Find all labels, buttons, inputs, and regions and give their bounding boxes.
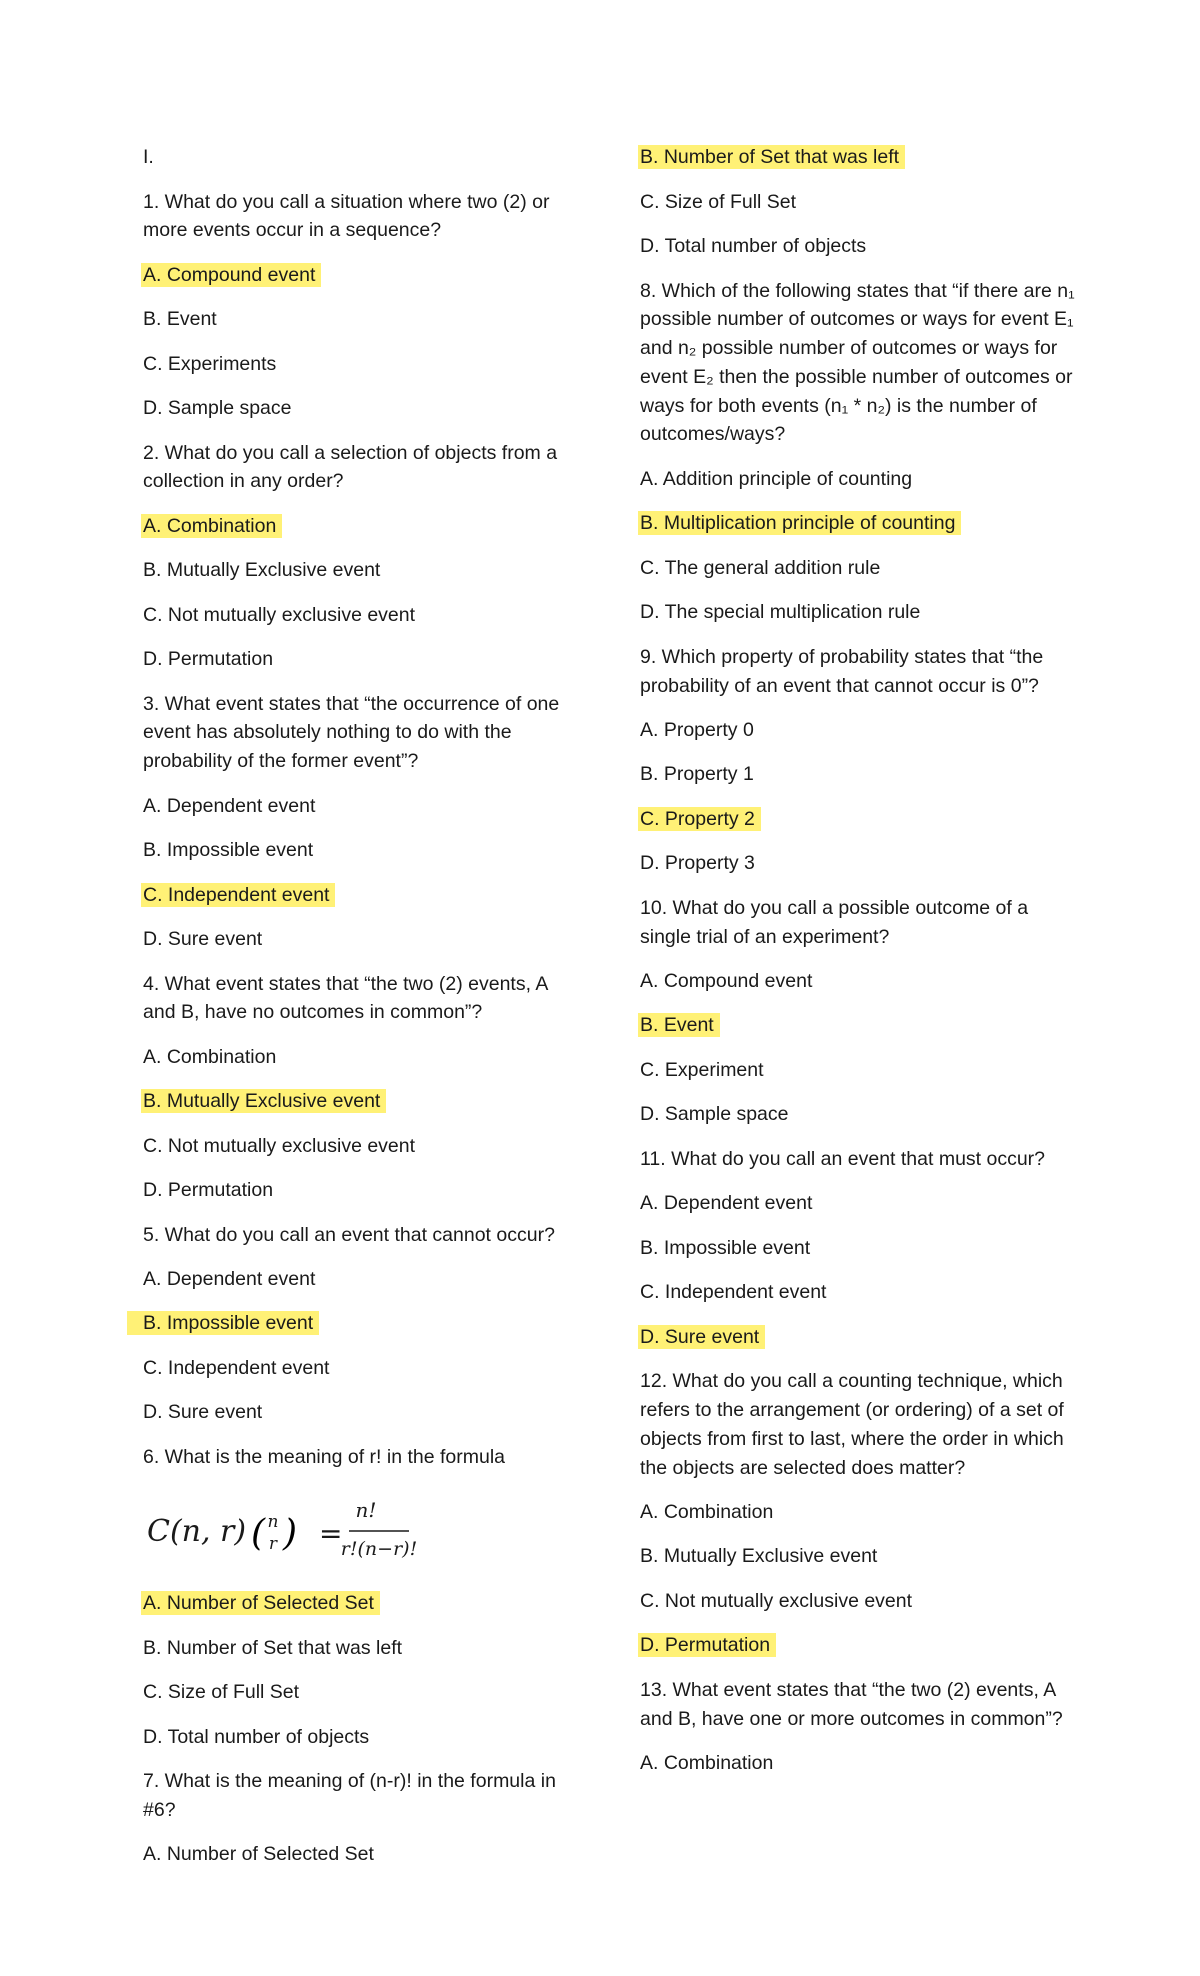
question-text: 7. What is the meaning of (n-r)! in the formula in #6? bbox=[143, 1770, 556, 1822]
highlighted-answer: D. Sure event bbox=[638, 1325, 765, 1349]
answer-option bbox=[640, 1011, 1080, 1040]
answer-option: D. Permutation bbox=[143, 648, 274, 671]
highlighted-answer: C. Property 2 bbox=[638, 807, 761, 831]
answer-option: D. Property 3 bbox=[640, 852, 755, 875]
answer-option bbox=[143, 1309, 583, 1338]
question-text: 8. Which of the following states that “if there are n₁ possible number of outcomes or ways for event E₁ and n₂ possible number of outcomes or ways for event E₂ then the possible number of outcomes or ways for both events (n₁ * n₂) is the number of outcomes/ways? bbox=[640, 279, 1075, 446]
formula-lhs: C(n, r) bbox=[147, 1514, 247, 1550]
binom-left-paren: ( bbox=[251, 1513, 266, 1555]
highlighted-answer: B. Multiplication principle of counting bbox=[638, 511, 961, 535]
highlighted-answer: A. Combination bbox=[141, 514, 282, 538]
answer-option: C. Size of Full Set bbox=[143, 1681, 300, 1704]
answer-option: C. Not mutually exclusive event bbox=[143, 603, 416, 626]
question-text: 3. What event states that “the occurrence of one event has absolutely nothing to do with the probability of the former event”? bbox=[143, 692, 560, 773]
answer-option: B. Impossible event bbox=[640, 1236, 811, 1259]
answer-option bbox=[640, 509, 1080, 538]
answer-option: C. The general addition rule bbox=[640, 556, 881, 579]
answer-option: D. Total number of objects bbox=[143, 1725, 370, 1748]
answer-option: D. Sample space bbox=[143, 397, 292, 420]
answer-option: A. Number of Selected Set bbox=[143, 1843, 374, 1866]
answer-option: A. Property 0 bbox=[640, 718, 754, 741]
highlighted-answer: B. Impossible event bbox=[127, 1311, 319, 1335]
answer-option bbox=[143, 881, 583, 910]
answer-option bbox=[640, 805, 1080, 834]
answer-option: C. Independent event bbox=[143, 1356, 330, 1379]
formula-equals: = bbox=[319, 1517, 343, 1551]
highlighted-answer: B. Mutually Exclusive event bbox=[141, 1089, 386, 1113]
question-text: 2. What do you call a selection of objects from a collection in any order? bbox=[143, 441, 558, 493]
answer-option: B. Impossible event bbox=[143, 839, 314, 862]
answer-option: A. Combination bbox=[143, 1045, 277, 1068]
answer-option: D. Sure event bbox=[143, 1401, 263, 1424]
answer-option: C. Experiment bbox=[640, 1058, 764, 1081]
answer-option: B. Property 1 bbox=[640, 763, 754, 786]
highlighted-answer: B. Number of Set that was left bbox=[638, 145, 905, 169]
binom-top: n bbox=[267, 1512, 279, 1533]
highlighted-answer: B. Event bbox=[638, 1013, 720, 1037]
answer-option bbox=[640, 1323, 1080, 1352]
left-column bbox=[143, 143, 583, 1885]
formula-denominator: r!(n−r)! bbox=[340, 1538, 418, 1561]
answer-option: C. Experiments bbox=[143, 352, 277, 375]
answer-option: A. Dependent event bbox=[143, 1267, 316, 1290]
question-text: 4. What event states that “the two (2) events, A and B, have no outcomes in common”? bbox=[143, 972, 548, 1024]
answer-option: B. Mutually Exclusive event bbox=[640, 1545, 878, 1568]
question-text: 10. What do you call a possible outcome of a single trial of an experiment? bbox=[640, 896, 1029, 948]
question-text: 1. What do you call a situation where two (2) or more events occur in a sequence? bbox=[143, 190, 550, 242]
binom-right-paren: ) bbox=[283, 1513, 298, 1555]
answer-option bbox=[143, 1087, 583, 1116]
question-text: 9. Which property of probability states that “the probability of an event that cannot occur is 0”? bbox=[640, 645, 1044, 697]
answer-option: C. Size of Full Set bbox=[640, 190, 797, 213]
answer-option: D. Sure event bbox=[143, 928, 263, 951]
binom-bottom: r bbox=[268, 1534, 278, 1555]
combination-formula bbox=[143, 1487, 583, 1583]
answer-option: A. Dependent event bbox=[143, 794, 316, 817]
formula-graphic bbox=[143, 1487, 423, 1577]
answer-option: B. Event bbox=[143, 308, 217, 331]
highlighted-answer: D. Permutation bbox=[638, 1633, 776, 1657]
answer-option bbox=[143, 512, 583, 541]
answer-option: C. Not mutually exclusive event bbox=[143, 1134, 416, 1157]
answer-option: D. Sample space bbox=[640, 1103, 789, 1126]
question-text: 5. What do you call an event that cannot occur? bbox=[143, 1223, 555, 1246]
answer-option: D. The special multiplication rule bbox=[640, 601, 921, 624]
highlighted-answer: C. Independent event bbox=[141, 883, 335, 907]
answer-option: A. Combination bbox=[640, 1752, 774, 1775]
answer-option: A. Addition principle of counting bbox=[640, 467, 913, 490]
answer-option bbox=[640, 143, 1080, 172]
answer-option: B. Number of Set that was left bbox=[143, 1636, 403, 1659]
highlighted-answer: A. Number of Selected Set bbox=[141, 1591, 380, 1615]
answer-option bbox=[143, 1589, 583, 1618]
answer-option: B. Mutually Exclusive event bbox=[143, 559, 381, 582]
formula-numerator: n! bbox=[355, 1498, 377, 1523]
question-text: 13. What event states that “the two (2) events, A and B, have one or more outcomes in common”? bbox=[640, 1678, 1063, 1730]
answer-option: C. Not mutually exclusive event bbox=[640, 1589, 913, 1612]
answer-option: A. Compound event bbox=[640, 969, 813, 992]
answer-option: A. Combination bbox=[640, 1500, 774, 1523]
answer-option: C. Independent event bbox=[640, 1281, 827, 1304]
highlighted-answer: A. Compound event bbox=[141, 263, 321, 287]
answer-option: D. Total number of objects bbox=[640, 235, 867, 257]
question-text: 6. What is the meaning of r! in the formula bbox=[143, 1445, 506, 1468]
question-text: 11. What do you call an event that must occur? bbox=[640, 1147, 1046, 1170]
section-label: I. bbox=[143, 146, 154, 168]
right-column bbox=[640, 143, 1080, 1794]
answer-option: D. Permutation bbox=[143, 1179, 274, 1202]
answer-option: A. Dependent event bbox=[640, 1192, 813, 1215]
answer-option bbox=[640, 1631, 1080, 1660]
answer-option bbox=[143, 261, 583, 290]
question-text: 12. What do you call a counting technique, which refers to the arrangement (or ordering) of a set of objects from first to last, where the order in which the objects are selected does matter? bbox=[640, 1370, 1064, 1479]
